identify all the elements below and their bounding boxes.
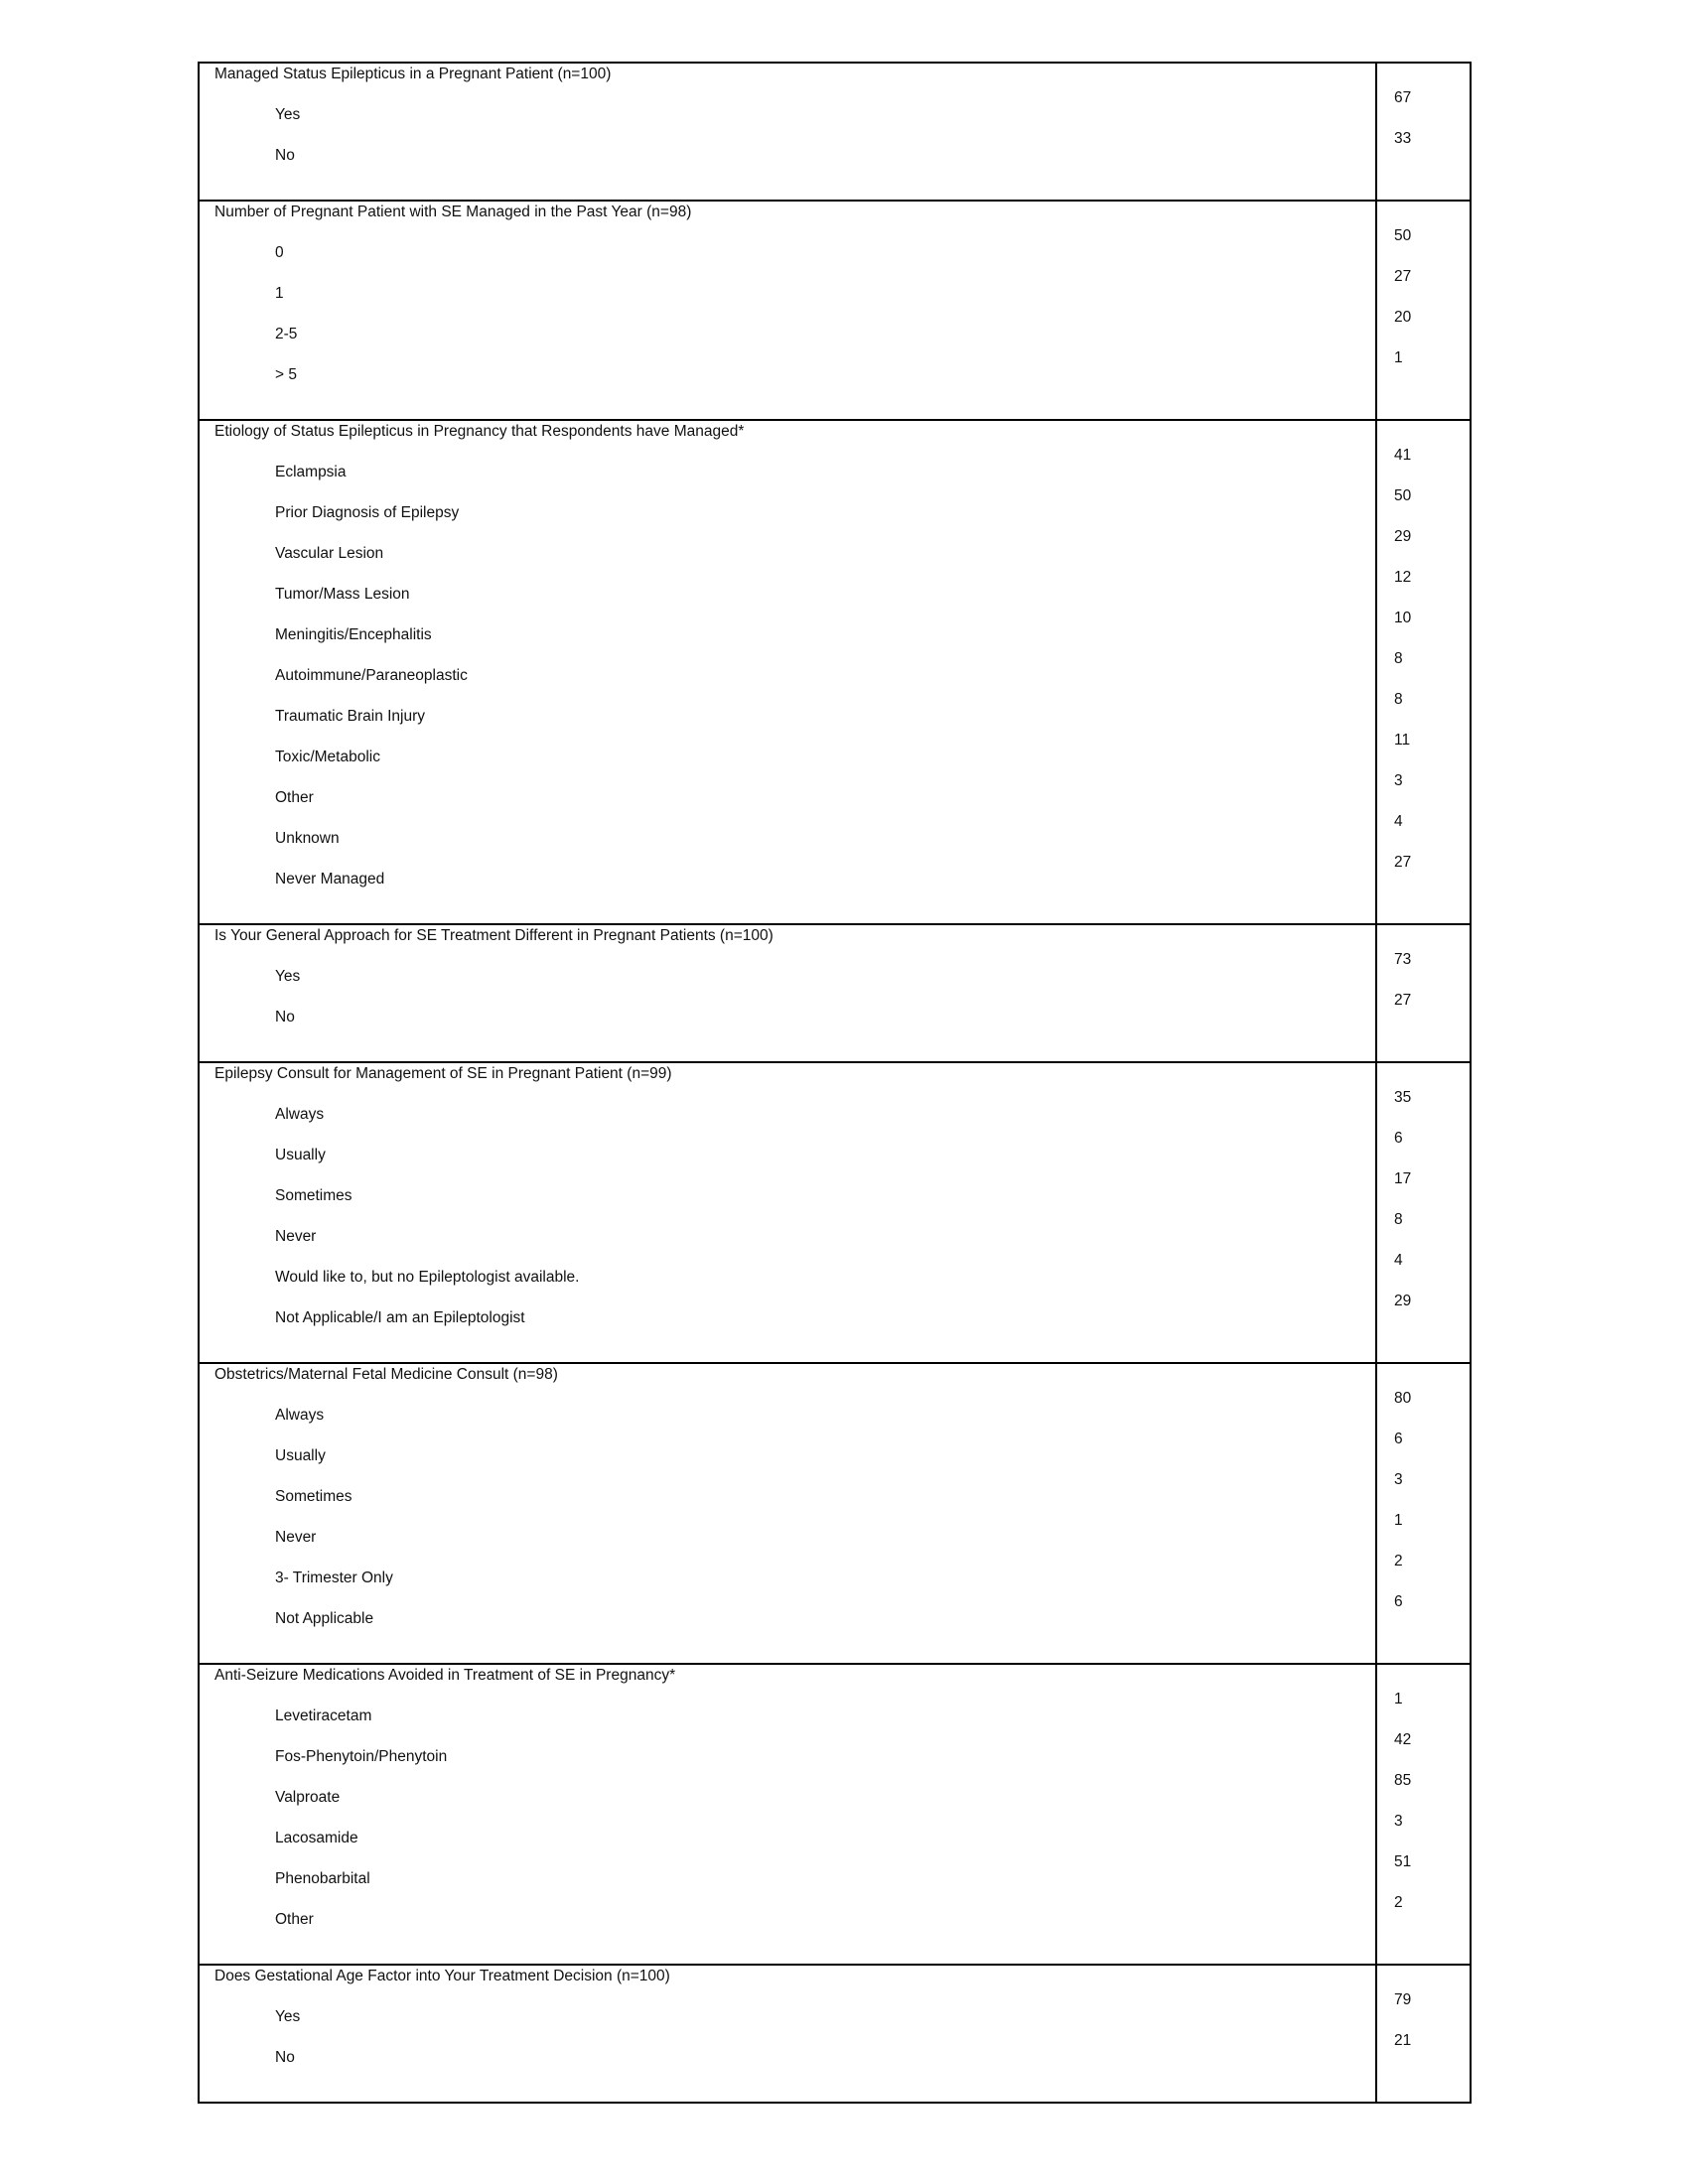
table-section: [200, 1663, 1470, 1964]
response-option: Usually: [275, 1147, 326, 1163]
response-option: Other: [275, 789, 314, 806]
value-column: [1377, 1665, 1470, 1964]
response-option: Yes: [275, 2008, 301, 2025]
response-option: No: [275, 147, 295, 164]
response-option: 1: [275, 285, 284, 302]
response-value: 17: [1394, 1170, 1412, 1187]
response-value: 27: [1394, 854, 1412, 871]
response-option: Yes: [275, 968, 301, 985]
response-option: Other: [275, 1911, 314, 1928]
table-section: [200, 1964, 1470, 2102]
response-option: Traumatic Brain Injury: [275, 708, 426, 725]
response-option: Would like to, but no Epileptologist available.: [275, 1269, 580, 1286]
response-value: 6: [1394, 1130, 1403, 1147]
response-option: Tumor/Mass Lesion: [275, 586, 410, 603]
response-option: Prior Diagnosis of Epilepsy: [275, 504, 460, 521]
response-option: Yes: [275, 106, 301, 123]
question-heading: Anti-Seizure Medications Avoided in Treatment of SE in Pregnancy*: [214, 1667, 676, 1684]
response-option: Unknown: [275, 830, 340, 847]
response-value: 35: [1394, 1089, 1412, 1106]
question-heading: Obstetrics/Maternal Fetal Medicine Consult (n=98): [214, 1366, 558, 1383]
response-value: 29: [1394, 528, 1412, 545]
response-value: 41: [1394, 447, 1412, 464]
response-value: 21: [1394, 2032, 1412, 2049]
response-value: 8: [1394, 1211, 1403, 1228]
response-option: 3- Trimester Only: [275, 1570, 393, 1586]
response-value: 73: [1394, 951, 1412, 968]
response-option: 0: [275, 244, 284, 261]
table-section: [200, 419, 1470, 923]
response-value: 11: [1394, 732, 1411, 749]
response-option: No: [275, 1009, 295, 1025]
response-option: Toxic/Metabolic: [275, 749, 380, 765]
response-value: 27: [1394, 992, 1412, 1009]
label-column: [200, 202, 1377, 419]
response-value: 29: [1394, 1293, 1412, 1309]
response-option: Lacosamide: [275, 1830, 358, 1846]
response-option: Sometimes: [275, 1488, 352, 1505]
response-value: 1: [1394, 349, 1403, 366]
response-option: Not Applicable: [275, 1610, 374, 1627]
question-heading: Epilepsy Consult for Management of SE in Pregnant Patient (n=99): [214, 1065, 672, 1082]
value-column: [1377, 925, 1470, 1061]
response-option: Not Applicable/I am an Epileptologist: [275, 1309, 525, 1326]
survey-results-table: [198, 62, 1472, 2104]
question-heading: Number of Pregnant Patient with SE Managed in the Past Year (n=98): [214, 204, 692, 220]
response-value: 3: [1394, 1471, 1403, 1488]
response-option: 2-5: [275, 326, 298, 342]
value-column: [1377, 202, 1470, 419]
table-section: [200, 1061, 1470, 1362]
response-value: 27: [1394, 268, 1412, 285]
label-column: [200, 1966, 1377, 2102]
table-section: [200, 1362, 1470, 1663]
label-column: [200, 64, 1377, 200]
response-option: No: [275, 2049, 295, 2066]
response-value: 33: [1394, 130, 1412, 147]
response-option: Never Managed: [275, 871, 385, 887]
response-option: Never: [275, 1228, 317, 1245]
label-column: [200, 421, 1377, 923]
value-column: [1377, 421, 1470, 923]
label-column: [200, 1063, 1377, 1362]
question-heading: Is Your General Approach for SE Treatment Different in Pregnant Patients (n=100): [214, 927, 774, 944]
response-value: 50: [1394, 227, 1412, 244]
response-value: 79: [1394, 1991, 1412, 2008]
response-value: 42: [1394, 1731, 1412, 1748]
response-option: Autoimmune/Paraneoplastic: [275, 667, 468, 684]
response-option: Eclampsia: [275, 464, 347, 480]
response-value: 80: [1394, 1390, 1412, 1407]
response-value: 4: [1394, 1252, 1403, 1269]
table-section: [200, 923, 1470, 1061]
response-option: Phenobarbital: [275, 1870, 370, 1887]
response-value: 6: [1394, 1593, 1403, 1610]
label-column: [200, 1665, 1377, 1964]
response-value: 4: [1394, 813, 1403, 830]
response-value: 1: [1394, 1512, 1403, 1529]
response-option: Meningitis/Encephalitis: [275, 626, 432, 643]
response-value: 85: [1394, 1772, 1412, 1789]
response-option: Always: [275, 1407, 325, 1424]
response-option: > 5: [275, 366, 297, 383]
response-value: 8: [1394, 691, 1403, 708]
label-column: [200, 925, 1377, 1061]
response-option: Sometimes: [275, 1187, 352, 1204]
response-value: 6: [1394, 1431, 1403, 1447]
response-value: 2: [1394, 1894, 1403, 1911]
response-value: 12: [1394, 569, 1412, 586]
response-value: 67: [1394, 89, 1412, 106]
table-section: [200, 64, 1470, 200]
response-value: 3: [1394, 1813, 1403, 1830]
response-option: Always: [275, 1106, 325, 1123]
response-value: 8: [1394, 650, 1403, 667]
question-heading: Etiology of Status Epilepticus in Pregnancy that Respondents have Managed*: [214, 423, 745, 440]
question-heading: Does Gestational Age Factor into Your Treatment Decision (n=100): [214, 1968, 670, 1984]
response-value: 2: [1394, 1553, 1403, 1570]
response-option: Levetiracetam: [275, 1707, 372, 1724]
label-column: [200, 1364, 1377, 1663]
response-option: Vascular Lesion: [275, 545, 384, 562]
response-value: 51: [1394, 1853, 1412, 1870]
value-column: [1377, 64, 1470, 200]
response-value: 1: [1394, 1691, 1403, 1707]
response-option: Usually: [275, 1447, 326, 1464]
response-value: 20: [1394, 309, 1412, 326]
response-value: 10: [1394, 610, 1412, 626]
table-section: [200, 200, 1470, 419]
value-column: [1377, 1063, 1470, 1362]
response-value: 50: [1394, 487, 1412, 504]
response-option: Fos-Phenytoin/Phenytoin: [275, 1748, 448, 1765]
value-column: [1377, 1364, 1470, 1663]
response-option: Never: [275, 1529, 317, 1546]
question-heading: Managed Status Epilepticus in a Pregnant Patient (n=100): [214, 66, 612, 82]
value-column: [1377, 1966, 1470, 2102]
response-value: 3: [1394, 772, 1403, 789]
response-option: Valproate: [275, 1789, 341, 1806]
